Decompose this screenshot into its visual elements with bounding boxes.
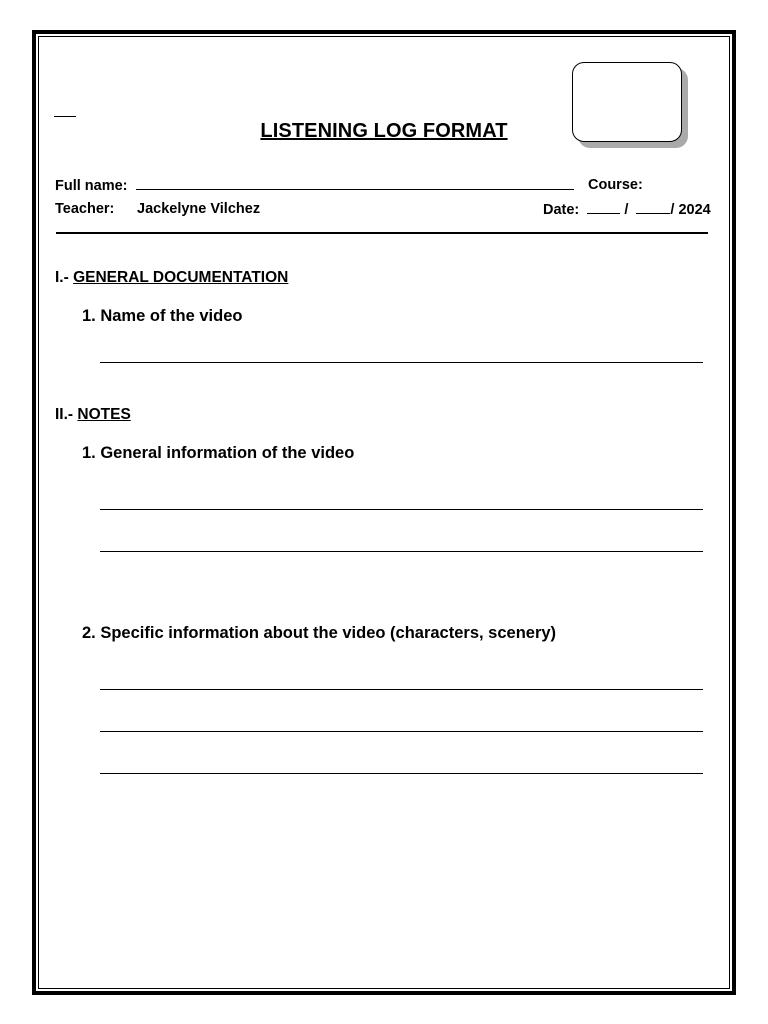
document-title: LISTENING LOG FORMAT [260,120,508,142]
section-general-heading [55,269,288,287]
answer-line-specific-info-1[interactable] [100,689,703,690]
date-row [543,201,711,218]
answer-line-general-info-1[interactable] [100,509,703,510]
teacher-name: Jackelyne Vilchez [137,201,261,217]
question-specific-info: 2. Specific information about the video (characters, scenery) [82,624,557,642]
section-notes-title: NOTES [77,406,131,423]
corner-mark [54,116,76,117]
section-general-prefix: I.- [55,269,69,286]
answer-line-video-name[interactable] [100,362,703,363]
full-name-label: Full name: [55,178,128,194]
answer-line-general-info-2[interactable] [100,551,703,552]
full-name-row [55,177,574,194]
section-general-title: GENERAL DOCUMENTATION [73,269,289,286]
section-notes-heading [55,406,131,424]
section-notes-prefix: II.- [55,406,74,423]
answer-line-specific-info-2[interactable] [100,731,703,732]
full-name-field[interactable] [136,177,574,190]
answer-line-specific-info-3[interactable] [100,773,703,774]
date-separator-2: / 2024 [670,202,711,218]
date-label: Date: [543,202,580,218]
date-month-field[interactable] [636,201,670,214]
question-general-info: 1. General information of the video [82,444,355,462]
date-day-field[interactable] [587,201,620,214]
teacher-label: Teacher: [55,201,115,217]
header-divider [56,232,708,234]
question-video-name: 1. Name of the video [82,307,243,325]
course-label: Course: [588,177,643,193]
date-separator-1: / [624,202,629,218]
